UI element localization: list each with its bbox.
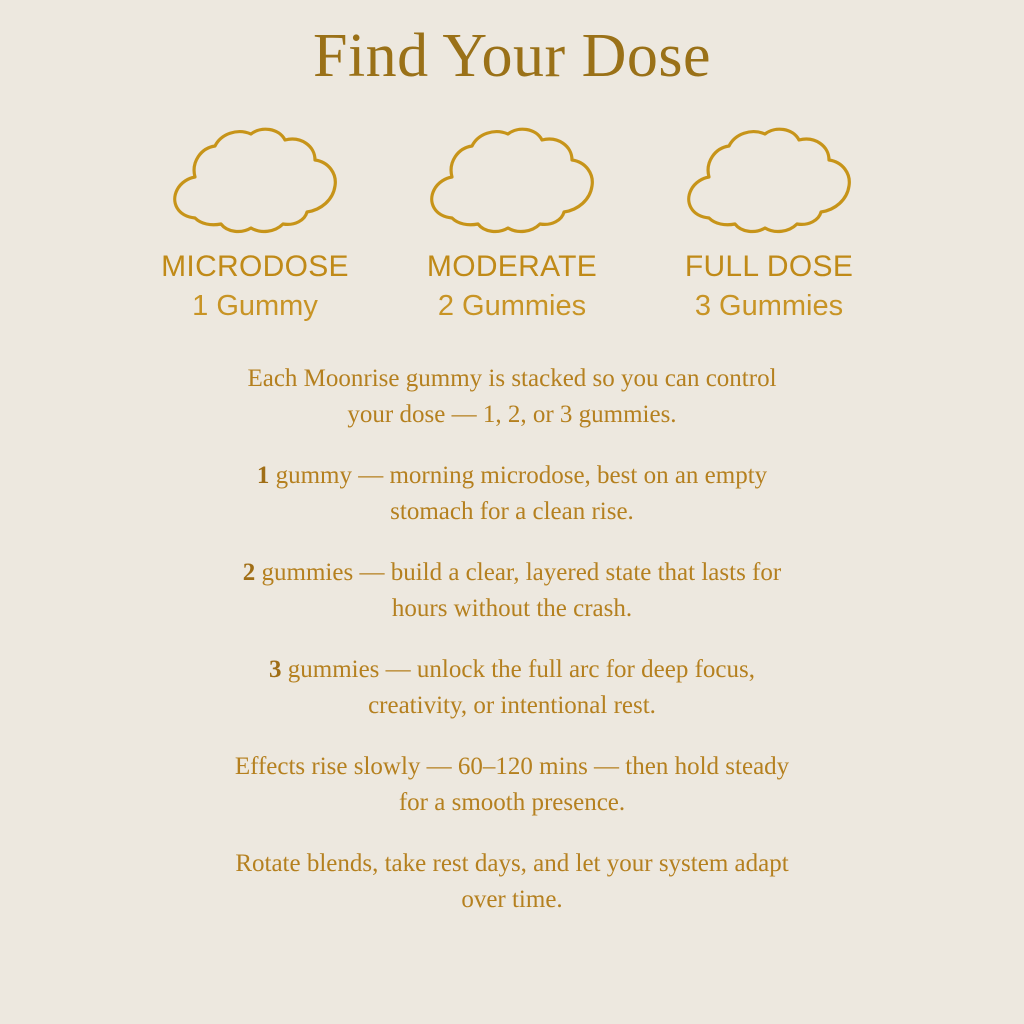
dose-detail-2-lead: 2 [242,559,256,587]
onset-paragraph: Effects rise slowly — 60–120 mins — then hold steady for a smooth presence. [234,753,790,816]
cloud-icon [662,118,877,248]
dose-name: MODERATE [426,250,598,284]
intro-paragraph: Each Moonrise gummy is stacked so you can control your dose — 1, 2, or 3 gummies. [247,365,777,428]
dose-options-row [0,118,1024,325]
dose-detail-3-lead: 3 [269,656,282,684]
dose-detail-1-text: gummy — morning microdose, best on an empty stomach for a clean rise. [269,462,768,525]
dose-detail-2-text: gummies — build a clear, layered state that lasts for hours without the crash. [255,559,782,622]
dose-detail-1 [232,458,792,529]
cloud-icon [148,118,363,248]
dose-option-full-dose [662,118,877,325]
dose-count: 3 Gummies [694,289,844,322]
dose-option-microdose [148,118,363,325]
dose-count: 2 Gummies [437,289,587,322]
cloud-icon [405,118,620,248]
rotation-paragraph: Rotate blends, take rest days, and let your system adapt over time. [235,850,789,913]
dose-detail-2 [232,555,792,626]
page-title: Find Your Dose [312,22,712,90]
dose-detail-1-lead: 1 [256,462,270,490]
dose-name: FULL DOSE [684,250,854,284]
dose-name: MICRODOSE [161,250,349,284]
dose-detail-3 [232,652,792,723]
dose-count: 1 Gummy [192,289,318,322]
dose-option-moderate [405,118,620,325]
dose-description [232,361,792,917]
dose-detail-3-text: gummies — unlock the full arc for deep focus, creativity, or intentional rest. [281,656,755,719]
